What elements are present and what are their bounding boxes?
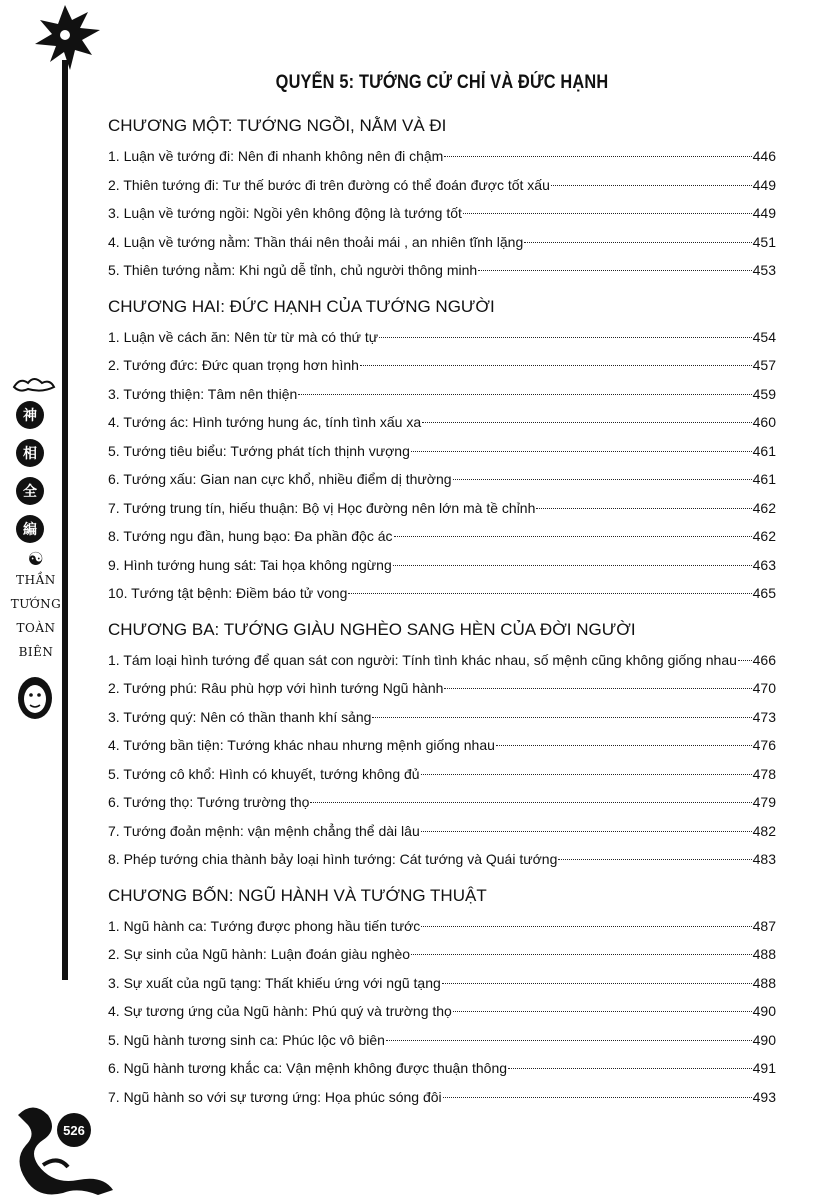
dot-leader xyxy=(558,859,751,860)
toc-entry[interactable] xyxy=(108,969,776,998)
yin-yang-icon: ☯ xyxy=(27,549,45,570)
toc-entry-text: 6. Ngũ hành tương khắc ca: Vận mệnh không được thuận thông xyxy=(108,1060,508,1076)
dot-leader xyxy=(372,717,751,718)
toc-entry-page: 454 xyxy=(752,328,776,345)
dot-leader xyxy=(348,593,751,594)
toc-entry-page: 482 xyxy=(752,822,776,839)
toc-entry[interactable] xyxy=(108,1083,776,1112)
toc-entry-text: 1. Luận về cách ăn: Nên từ từ mà có thứ tự xyxy=(108,328,379,345)
table-of-contents xyxy=(108,72,776,1117)
toc-entry-page: 457 xyxy=(752,357,776,373)
dot-leader xyxy=(394,536,752,537)
dot-leader xyxy=(463,213,752,214)
toc-entry-text: 5. Tướng cô khổ: Hình có khuyết, tướng không đủ xyxy=(108,765,420,782)
dot-leader xyxy=(421,831,752,832)
dot-leader xyxy=(508,1068,752,1069)
page-number: 526 xyxy=(57,1113,91,1147)
toc-entry-page: 446 xyxy=(752,148,776,164)
cloud-ornament-icon xyxy=(12,375,56,393)
toc-entry[interactable] xyxy=(108,171,776,200)
toc-entry-text: 3. Sự xuất của ngũ tạng: Thất khiếu ứng với ngũ tạng xyxy=(108,974,441,991)
toc-entry[interactable] xyxy=(108,465,776,494)
toc-entry-page: 465 xyxy=(752,585,776,601)
dot-leader xyxy=(443,1097,752,1098)
toc-entry-page: 483 xyxy=(752,851,776,867)
toc-entry-text: 7. Tướng trung tín, hiếu thuận: Bộ vị Học đường nên lớn mà tề chỉnh xyxy=(108,499,536,516)
toc-entry[interactable] xyxy=(108,845,776,874)
dot-leader xyxy=(386,1040,752,1041)
toc-entry-text: 10. Tướng tật bệnh: Điềm báo tử vong xyxy=(108,585,348,601)
dot-leader xyxy=(536,508,751,509)
medal-char-1: 神 xyxy=(16,401,44,429)
medal-char-2: 相 xyxy=(16,439,44,467)
book-title: QUYỂN 5: TƯỚNG CỬ CHỈ VÀ ĐỨC HẠNH xyxy=(275,72,609,93)
medal-char-4: 編 xyxy=(16,515,44,543)
dot-leader xyxy=(444,688,751,689)
dot-leader xyxy=(411,954,752,955)
toc-entry[interactable] xyxy=(108,256,776,285)
dot-leader xyxy=(444,156,751,157)
toc-entry[interactable] xyxy=(108,997,776,1026)
toc-entry[interactable] xyxy=(108,703,776,732)
toc-entry[interactable] xyxy=(108,408,776,437)
toc-entry[interactable] xyxy=(108,674,776,703)
side-panel xyxy=(6,375,66,735)
toc-entry-page: 462 xyxy=(752,528,776,544)
toc-entry-page: 449 xyxy=(752,205,776,221)
toc-entry-page: 449 xyxy=(752,176,776,193)
toc-entry[interactable] xyxy=(108,551,776,580)
toc-entry-text: 4. Sự tương ứng của Ngũ hành: Phú quý và trường thọ xyxy=(108,1003,452,1019)
toc-entry-page: 487 xyxy=(752,917,776,934)
dot-leader xyxy=(524,242,751,243)
dot-leader xyxy=(310,802,751,803)
side-word-1: THẦN xyxy=(16,573,56,587)
toc-entry[interactable] xyxy=(108,760,776,789)
dot-leader xyxy=(551,185,752,186)
dot-leader xyxy=(478,270,751,271)
toc-entry-text: 4. Tướng ác: Hình tướng hung ác, tính tình xấu xa xyxy=(108,414,422,430)
dot-leader xyxy=(453,1011,752,1012)
dot-leader xyxy=(421,926,751,927)
toc-entry-text: 4. Luận về tướng nằm: Thần thái nên thoải mái , an nhiên tĩnh lặng xyxy=(108,233,524,250)
toc-entry-text: 9. Hình tướng hung sát: Tai họa không ngừng xyxy=(108,556,392,573)
toc-entry[interactable] xyxy=(108,1026,776,1055)
chapter-title: CHƯƠNG MỘT: TƯỚNG NGỒI, NẰM VÀ ĐI xyxy=(108,116,447,135)
dot-leader xyxy=(360,365,752,366)
toc-entry-page: 470 xyxy=(752,680,776,696)
dot-leader xyxy=(496,745,752,746)
toc-entry[interactable] xyxy=(108,228,776,257)
toc-entry-text: 6. Tướng thọ: Tướng trường thọ xyxy=(108,794,310,810)
toc-entry-page: 459 xyxy=(752,385,776,402)
side-word-3: TOÀN xyxy=(16,621,56,635)
toc-entry[interactable] xyxy=(108,494,776,523)
chapter-block xyxy=(108,880,776,1112)
toc-entry-text: 5. Tướng tiêu biểu: Tướng phát tích thịnh vượng xyxy=(108,442,410,459)
toc-entry-text: 1. Luận về tướng đi: Nên đi nhanh không nên đi chậm xyxy=(108,148,444,164)
dot-leader xyxy=(738,660,752,661)
dot-leader xyxy=(379,337,751,338)
chapter-title: CHƯƠNG BỐN: NGŨ HÀNH VÀ TƯỚNG THUẬT xyxy=(108,885,487,905)
toc-entry-page: 451 xyxy=(752,233,776,250)
toc-entry-text: 1. Tám loại hình tướng để quan sát con người: Tính tình khác nhau, số mệnh cũng không giống nhau xyxy=(108,651,737,668)
toc-entry-text: 3. Tướng thiện: Tâm nên thiện xyxy=(108,385,298,402)
chapter-block xyxy=(108,614,776,874)
sage-portrait-icon xyxy=(16,675,54,721)
toc-entry[interactable] xyxy=(108,199,776,228)
dot-leader xyxy=(422,422,752,423)
toc-entry-text: 7. Ngũ hành so với sự tương ứng: Họa phúc sóng đôi xyxy=(108,1088,442,1105)
toc-entry-page: 463 xyxy=(752,556,776,573)
dot-leader xyxy=(453,479,752,480)
toc-entry-text: 7. Tướng đoản mệnh: vận mệnh chẳng thể dài lâu xyxy=(108,822,420,839)
toc-entry-page: 479 xyxy=(752,794,776,810)
toc-entry[interactable] xyxy=(108,437,776,466)
toc-entry-text: 8. Phép tướng chia thành bảy loại hình tướng: Cát tướng và Quái tướng xyxy=(108,851,558,867)
toc-entry[interactable] xyxy=(108,940,776,969)
toc-entry-page: 493 xyxy=(752,1088,776,1105)
dot-leader xyxy=(421,774,752,775)
toc-entry-page: 462 xyxy=(752,499,776,516)
dot-leader xyxy=(411,451,752,452)
chapter-block xyxy=(108,110,776,285)
toc-entry-text: 8. Tướng ngu đần, hung bạo: Đa phần độc ác xyxy=(108,528,393,544)
toc-entry-page: 476 xyxy=(752,737,776,753)
toc-entry-text: 2. Tướng phú: Râu phù hợp với hình tướng Ngũ hành xyxy=(108,680,444,696)
toc-entry-text: 1. Ngũ hành ca: Tướng được phong hầu tiến tước xyxy=(108,917,421,934)
toc-entry-page: 490 xyxy=(752,1003,776,1019)
toc-entry-page: 461 xyxy=(752,471,776,487)
toc-entry-page: 490 xyxy=(752,1031,776,1048)
toc-entry-text: 5. Thiên tướng nằm: Khi ngủ dễ tỉnh, chủ người thông minh xyxy=(108,262,478,278)
dot-leader xyxy=(442,983,752,984)
chapter-block xyxy=(108,291,776,608)
dot-leader xyxy=(393,565,752,566)
toc-entry-text: 2. Thiên tướng đi: Tư thế bước đi trên đường có thể đoán được tốt xấu xyxy=(108,176,550,193)
side-word-2: TƯỚNG xyxy=(10,597,62,611)
toc-entry[interactable] xyxy=(108,1054,776,1083)
medal-char-3: 全 xyxy=(16,477,44,505)
toc-entry[interactable] xyxy=(108,788,776,817)
toc-entry-page: 460 xyxy=(752,414,776,430)
toc-entry-text: 3. Tướng quý: Nên có thần thanh khí sảng xyxy=(108,708,372,725)
toc-entry-page: 488 xyxy=(752,974,776,991)
toc-entry[interactable] xyxy=(108,817,776,846)
toc-entry[interactable] xyxy=(108,912,776,941)
toc-entry[interactable] xyxy=(108,522,776,551)
toc-entry-page: 491 xyxy=(752,1060,776,1076)
toc-entry[interactable] xyxy=(108,142,776,171)
toc-entry[interactable] xyxy=(108,323,776,352)
toc-entry[interactable] xyxy=(108,380,776,409)
toc-entry-text: 5. Ngũ hành tương sinh ca: Phúc lộc vô biên xyxy=(108,1031,385,1048)
toc-entry-page: 461 xyxy=(752,442,776,459)
toc-entry-text: 4. Tướng bần tiện: Tướng khác nhau nhưng mệnh giống nhau xyxy=(108,737,495,753)
toc-entry[interactable] xyxy=(108,579,776,608)
toc-entry-page: 478 xyxy=(752,765,776,782)
toc-entry-page: 453 xyxy=(752,262,776,278)
toc-entry[interactable] xyxy=(108,731,776,760)
toc-entry-page: 473 xyxy=(752,708,776,725)
dragon-ornament-top-icon xyxy=(20,0,110,110)
dot-leader xyxy=(298,394,751,395)
toc-entry[interactable] xyxy=(108,646,776,675)
toc-entry-text: 3. Luận về tướng ngồi: Ngồi yên không động là tướng tốt xyxy=(108,205,462,221)
toc-entry-page: 488 xyxy=(752,946,776,962)
chapter-title: CHƯƠNG BA: TƯỚNG GIÀU NGHÈO SANG HÈN CỦA ĐỜI NGƯỜI xyxy=(108,619,636,639)
side-word-4: BIÊN xyxy=(18,645,54,659)
toc-entry-text: 6. Tướng xấu: Gian nan cực khổ, nhiều điểm dị thường xyxy=(108,471,452,487)
chapter-title: CHƯƠNG HAI: ĐỨC HẠNH CỦA TƯỚNG NGƯỜI xyxy=(108,296,495,316)
dragon-ornament-bottom-icon xyxy=(8,1095,118,1200)
toc-entry-text: 2. Tướng đức: Đức quan trọng hơn hình xyxy=(108,357,359,373)
chapter-list xyxy=(108,110,776,1111)
toc-entry-text: 2. Sự sinh của Ngũ hành: Luận đoán giàu nghèo xyxy=(108,946,411,962)
toc-entry-page: 466 xyxy=(752,651,776,668)
toc-entry[interactable] xyxy=(108,351,776,380)
